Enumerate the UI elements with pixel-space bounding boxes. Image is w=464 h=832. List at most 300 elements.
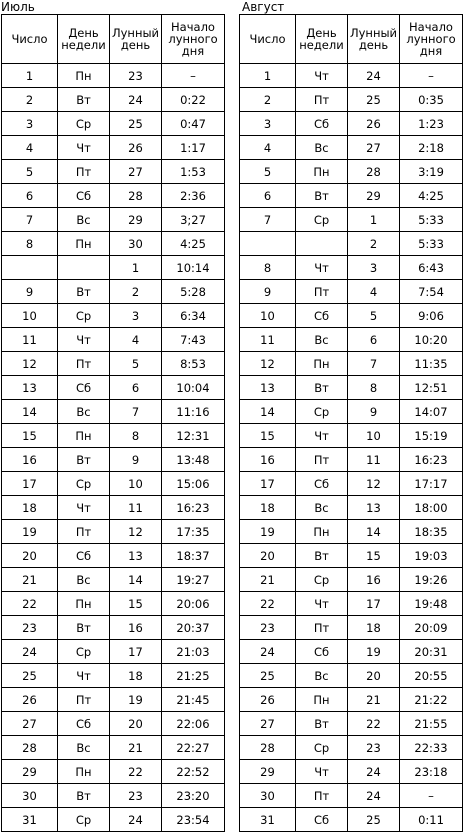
cell-lunar-day-start: 12:31 [162, 424, 225, 448]
cell-weekday: Сб [296, 112, 348, 136]
cell-lunar-day: 5 [110, 352, 162, 376]
table-row [2, 424, 225, 448]
cell-date: 22 [240, 592, 296, 616]
cell-weekday: Чт [58, 496, 110, 520]
cell-date: 25 [2, 664, 58, 688]
cell-lunar-day-start: 22:27 [162, 736, 225, 760]
cell-lunar-day: 22 [348, 712, 400, 736]
cell-lunar-day-start: 0:35 [400, 88, 463, 112]
table-row [240, 592, 463, 616]
cell-lunar-day-start: 20:31 [400, 640, 463, 664]
cell-lunar-day: 20 [110, 712, 162, 736]
cell-date: 18 [240, 496, 296, 520]
cell-weekday: Ср [296, 568, 348, 592]
cell-lunar-day-start: 4:25 [162, 232, 225, 256]
table-row [240, 280, 463, 304]
cell-lunar-day: 24 [110, 808, 162, 832]
cell-date: 24 [2, 640, 58, 664]
cell-date: 11 [240, 328, 296, 352]
cell-date: 15 [2, 424, 58, 448]
cell-weekday: Чт [296, 64, 348, 88]
table-row [240, 808, 463, 832]
cell-lunar-day: 12 [348, 472, 400, 496]
cell-lunar-day-start: 16:23 [400, 448, 463, 472]
cell-lunar-day: 21 [348, 688, 400, 712]
cell-date: 19 [240, 520, 296, 544]
cell-lunar-day-start: 20:37 [162, 616, 225, 640]
cell-weekday: Ср [58, 304, 110, 328]
cell-lunar-day: 4 [348, 280, 400, 304]
table-row [240, 496, 463, 520]
table-row [240, 640, 463, 664]
cell-lunar-day: 27 [348, 136, 400, 160]
table-row [2, 184, 225, 208]
cell-lunar-day-start: 11:16 [162, 400, 225, 424]
table-row [2, 472, 225, 496]
table-row [240, 112, 463, 136]
cell-weekday: Вт [296, 376, 348, 400]
cell-date: 16 [2, 448, 58, 472]
cell-lunar-day-start: 23:18 [400, 760, 463, 784]
cell-lunar-day: 19 [110, 688, 162, 712]
cell-lunar-day: 17 [110, 640, 162, 664]
cell-weekday: Пт [296, 448, 348, 472]
cell-date: 3 [240, 112, 296, 136]
table-row [240, 184, 463, 208]
cell-weekday: Пн [296, 352, 348, 376]
cell-date: 2 [240, 88, 296, 112]
cell-lunar-day-start: 23:20 [162, 784, 225, 808]
cell-weekday: Пн [58, 424, 110, 448]
cell-date: 20 [2, 544, 58, 568]
table-row [240, 256, 463, 280]
cell-date: 16 [240, 448, 296, 472]
cell-weekday: Ср [58, 808, 110, 832]
cell-date: 9 [2, 280, 58, 304]
cell-weekday: Сб [296, 640, 348, 664]
cell-lunar-day: 28 [348, 160, 400, 184]
cell-date: 27 [240, 712, 296, 736]
cell-weekday: Пт [58, 352, 110, 376]
table-row [240, 136, 463, 160]
cell-lunar-day: 29 [110, 208, 162, 232]
cell-date: 7 [240, 208, 296, 232]
cell-weekday: Сб [296, 472, 348, 496]
cell-lunar-day-start: 3:19 [400, 160, 463, 184]
cell-lunar-day: 28 [110, 184, 162, 208]
cell-lunar-day-start: 5:33 [400, 208, 463, 232]
cell-weekday: Вс [296, 664, 348, 688]
cell-weekday: Вс [58, 736, 110, 760]
cell-lunar-day-start: 22:06 [162, 712, 225, 736]
cell-lunar-day: 9 [348, 400, 400, 424]
table-row [240, 568, 463, 592]
cell-weekday: Вс [58, 208, 110, 232]
table-row [2, 808, 225, 832]
cell-lunar-day-start: 10:20 [400, 328, 463, 352]
cell-lunar-day-start: 3;27 [162, 208, 225, 232]
cell-weekday: Чт [296, 760, 348, 784]
cell-lunar-day-start: 9:06 [400, 304, 463, 328]
cell-weekday: Пн [296, 160, 348, 184]
table-row [2, 736, 225, 760]
cell-weekday: Вс [296, 136, 348, 160]
cell-lunar-day: 23 [110, 64, 162, 88]
cell-lunar-day: 5 [348, 304, 400, 328]
cell-date: 29 [240, 760, 296, 784]
cell-lunar-day-start: 6:43 [400, 256, 463, 280]
cell-weekday: Ср [58, 640, 110, 664]
cell-date: 1 [2, 64, 58, 88]
cell-date: 31 [2, 808, 58, 832]
cell-date: 27 [2, 712, 58, 736]
table-row [2, 640, 225, 664]
cell-lunar-day-start: 21:22 [400, 688, 463, 712]
cell-lunar-day: 23 [348, 736, 400, 760]
cell-lunar-day: 2 [110, 280, 162, 304]
cell-date: 6 [2, 184, 58, 208]
cell-date: 23 [240, 616, 296, 640]
table-row [240, 400, 463, 424]
cell-weekday: Пт [58, 688, 110, 712]
cell-lunar-day: 21 [110, 736, 162, 760]
table-row [2, 760, 225, 784]
cell-date: 30 [240, 784, 296, 808]
table-row [240, 784, 463, 808]
cell-date: 31 [240, 808, 296, 832]
august-header-row [240, 15, 463, 64]
cell-weekday: Пт [296, 784, 348, 808]
cell-date: 15 [240, 424, 296, 448]
cell-lunar-day: 25 [110, 112, 162, 136]
cell-lunar-day-start: 19:48 [400, 592, 463, 616]
cell-date: 17 [240, 472, 296, 496]
table-row [240, 472, 463, 496]
cell-weekday: Пт [296, 616, 348, 640]
cell-date: 21 [240, 568, 296, 592]
cell-lunar-day: 4 [110, 328, 162, 352]
cell-weekday: Вт [58, 88, 110, 112]
table-row [2, 232, 225, 256]
august-title: Август [242, 0, 285, 14]
cell-weekday: Пн [58, 592, 110, 616]
cell-date: 4 [240, 136, 296, 160]
cell-lunar-day: 1 [348, 208, 400, 232]
table-row [2, 712, 225, 736]
cell-lunar-day: 7 [348, 352, 400, 376]
cell-date: 25 [240, 664, 296, 688]
cell-lunar-day-start: – [162, 64, 225, 88]
cell-lunar-day-start: 5:33 [400, 232, 463, 256]
cell-lunar-day: 8 [348, 376, 400, 400]
table-row [240, 712, 463, 736]
cell-lunar-day-start: 19:27 [162, 568, 225, 592]
table-row [240, 688, 463, 712]
cell-lunar-day: 8 [110, 424, 162, 448]
cell-weekday: Чт [58, 136, 110, 160]
cell-lunar-day-start: 1:23 [400, 112, 463, 136]
cell-lunar-day-start: 14:07 [400, 400, 463, 424]
cell-lunar-day: 7 [110, 400, 162, 424]
cell-lunar-day-start: 15:19 [400, 424, 463, 448]
table-row [240, 208, 463, 232]
table-row [240, 328, 463, 352]
cell-weekday: Пн [58, 232, 110, 256]
cell-lunar-day-start: 7:54 [400, 280, 463, 304]
cell-lunar-day-start: 22:33 [400, 736, 463, 760]
cell-lunar-day-start: 8:53 [162, 352, 225, 376]
cell-weekday: Сб [58, 376, 110, 400]
cell-lunar-day: 18 [348, 616, 400, 640]
cell-lunar-day: 13 [348, 496, 400, 520]
cell-lunar-day-start: 18:35 [400, 520, 463, 544]
cell-lunar-day: 12 [110, 520, 162, 544]
cell-weekday: Вт [58, 616, 110, 640]
table-row [2, 520, 225, 544]
cell-lunar-day-start: 21:03 [162, 640, 225, 664]
cell-lunar-day-start: 13:48 [162, 448, 225, 472]
cell-lunar-day-start: 19:03 [400, 544, 463, 568]
cell-weekday: Сб [58, 544, 110, 568]
column-header-date: Число [2, 15, 58, 64]
cell-lunar-day: 24 [110, 88, 162, 112]
cell-date: 24 [240, 640, 296, 664]
cell-weekday: Вт [58, 784, 110, 808]
cell-weekday: Чт [296, 592, 348, 616]
cell-lunar-day-start: 6:34 [162, 304, 225, 328]
cell-date: 18 [2, 496, 58, 520]
cell-lunar-day: 27 [110, 160, 162, 184]
cell-weekday: Чт [296, 256, 348, 280]
cell-lunar-day: 13 [110, 544, 162, 568]
table-row [240, 544, 463, 568]
table-row [2, 160, 225, 184]
cell-date: 28 [240, 736, 296, 760]
cell-lunar-day-start: 16:23 [162, 496, 225, 520]
table-row [2, 88, 225, 112]
cell-lunar-day: 18 [110, 664, 162, 688]
column-header-date: Число [240, 15, 296, 64]
table-row [240, 664, 463, 688]
cell-date: 8 [2, 232, 58, 256]
cell-lunar-day: 3 [348, 256, 400, 280]
cell-date: 26 [2, 688, 58, 712]
cell-date: 14 [2, 400, 58, 424]
cell-lunar-day-start: 19:26 [400, 568, 463, 592]
cell-date: 23 [2, 616, 58, 640]
cell-weekday [58, 256, 110, 280]
table-row [240, 160, 463, 184]
cell-date: 22 [2, 592, 58, 616]
cell-lunar-day: 19 [348, 640, 400, 664]
cell-weekday: Вт [58, 448, 110, 472]
cell-weekday: Чт [58, 664, 110, 688]
table-row [240, 64, 463, 88]
cell-weekday: Пн [296, 520, 348, 544]
table-row [2, 376, 225, 400]
cell-lunar-day: 15 [110, 592, 162, 616]
cell-weekday [296, 232, 348, 256]
column-header-lunar-day: Лунный день [110, 15, 162, 64]
cell-lunar-day: 10 [348, 424, 400, 448]
table-row [2, 328, 225, 352]
table-row [240, 760, 463, 784]
cell-lunar-day-start: 11:35 [400, 352, 463, 376]
column-header-lunar-day: Лунный день [348, 15, 400, 64]
july-table [1, 14, 225, 832]
cell-lunar-day-start: 5:28 [162, 280, 225, 304]
cell-date: 5 [240, 160, 296, 184]
table-row [240, 304, 463, 328]
cell-date [2, 256, 58, 280]
cell-date: 11 [2, 328, 58, 352]
cell-lunar-day-start: 10:14 [162, 256, 225, 280]
cell-weekday: Вт [296, 184, 348, 208]
cell-date: 6 [240, 184, 296, 208]
cell-lunar-day-start: 22:52 [162, 760, 225, 784]
table-row [2, 112, 225, 136]
cell-weekday: Ср [296, 400, 348, 424]
cell-date: 26 [240, 688, 296, 712]
cell-lunar-day-start: 1:17 [162, 136, 225, 160]
cell-lunar-day: 6 [348, 328, 400, 352]
cell-lunar-day: 11 [348, 448, 400, 472]
cell-lunar-day: 16 [348, 568, 400, 592]
table-row [2, 448, 225, 472]
table-row [2, 784, 225, 808]
cell-lunar-day: 29 [348, 184, 400, 208]
cell-lunar-day: 22 [110, 760, 162, 784]
cell-lunar-day: 14 [348, 520, 400, 544]
cell-weekday: Ср [58, 112, 110, 136]
cell-weekday: Вс [58, 568, 110, 592]
cell-lunar-day-start: 10:04 [162, 376, 225, 400]
cell-lunar-day: 14 [110, 568, 162, 592]
table-row [2, 568, 225, 592]
table-row [2, 688, 225, 712]
cell-lunar-day-start: 4:25 [400, 184, 463, 208]
cell-date: 4 [2, 136, 58, 160]
cell-lunar-day-start: 0:47 [162, 112, 225, 136]
cell-lunar-day-start: 17:35 [162, 520, 225, 544]
table-row [240, 616, 463, 640]
table-row [2, 280, 225, 304]
cell-lunar-day-start: 2:18 [400, 136, 463, 160]
cell-date: 29 [2, 760, 58, 784]
cell-date: 10 [2, 304, 58, 328]
cell-date: 19 [2, 520, 58, 544]
cell-lunar-day: 26 [110, 136, 162, 160]
august-table [239, 14, 463, 832]
cell-lunar-day-start: 18:00 [400, 496, 463, 520]
table-row [2, 136, 225, 160]
cell-date: 28 [2, 736, 58, 760]
column-header-lunar-day-start: Начало лунного дня [400, 15, 463, 64]
cell-lunar-day-start: 20:09 [400, 616, 463, 640]
cell-lunar-day-start: 18:37 [162, 544, 225, 568]
table-row [2, 664, 225, 688]
cell-weekday: Вт [296, 544, 348, 568]
cell-weekday: Вс [296, 496, 348, 520]
cell-lunar-day: 25 [348, 808, 400, 832]
cell-date: 7 [2, 208, 58, 232]
table-row [2, 544, 225, 568]
table-row [2, 352, 225, 376]
cell-date: 8 [240, 256, 296, 280]
cell-weekday: Пт [58, 520, 110, 544]
table-row [240, 736, 463, 760]
cell-lunar-day-start: 0:11 [400, 808, 463, 832]
cell-weekday: Пн [58, 64, 110, 88]
table-row [2, 208, 225, 232]
cell-lunar-day-start: 23:54 [162, 808, 225, 832]
cell-lunar-day-start: 2:36 [162, 184, 225, 208]
cell-lunar-day: 24 [348, 760, 400, 784]
cell-lunar-day: 24 [348, 784, 400, 808]
cell-weekday: Пн [296, 688, 348, 712]
cell-date: 17 [2, 472, 58, 496]
cell-lunar-day-start: – [400, 784, 463, 808]
table-row [240, 232, 463, 256]
cell-weekday: Ср [296, 208, 348, 232]
cell-weekday: Чт [296, 424, 348, 448]
table-row [240, 376, 463, 400]
cell-lunar-day: 2 [348, 232, 400, 256]
cell-date: 20 [240, 544, 296, 568]
cell-weekday: Сб [296, 304, 348, 328]
cell-date: 1 [240, 64, 296, 88]
cell-lunar-day-start: 7:43 [162, 328, 225, 352]
cell-lunar-day: 25 [348, 88, 400, 112]
column-header-weekday: День недели [296, 15, 348, 64]
cell-weekday: Пт [296, 280, 348, 304]
cell-lunar-day-start: 21:45 [162, 688, 225, 712]
table-row [2, 616, 225, 640]
cell-date: 21 [2, 568, 58, 592]
cell-lunar-day: 20 [348, 664, 400, 688]
cell-date: 12 [2, 352, 58, 376]
table-row [2, 256, 225, 280]
cell-lunar-day-start: 1:53 [162, 160, 225, 184]
cell-lunar-day: 10 [110, 472, 162, 496]
cell-lunar-day: 3 [110, 304, 162, 328]
cell-lunar-day: 9 [110, 448, 162, 472]
cell-lunar-day: 26 [348, 112, 400, 136]
cell-date: 2 [2, 88, 58, 112]
cell-lunar-day-start: 20:55 [400, 664, 463, 688]
cell-lunar-day-start: 21:25 [162, 664, 225, 688]
cell-date: 5 [2, 160, 58, 184]
cell-lunar-day-start: 0:22 [162, 88, 225, 112]
cell-weekday: Чт [58, 328, 110, 352]
cell-lunar-day-start: 12:51 [400, 376, 463, 400]
cell-lunar-day-start: 21:55 [400, 712, 463, 736]
table-row [2, 592, 225, 616]
cell-lunar-day-start: 15:06 [162, 472, 225, 496]
table-row [240, 448, 463, 472]
table-row [240, 520, 463, 544]
cell-weekday: Сб [58, 184, 110, 208]
cell-date: 9 [240, 280, 296, 304]
cell-lunar-day: 15 [348, 544, 400, 568]
cell-date: 13 [2, 376, 58, 400]
cell-lunar-day: 6 [110, 376, 162, 400]
table-row [2, 496, 225, 520]
cell-weekday: Вс [296, 328, 348, 352]
cell-weekday: Вт [58, 280, 110, 304]
cell-lunar-day: 30 [110, 232, 162, 256]
cell-weekday: Ср [296, 736, 348, 760]
